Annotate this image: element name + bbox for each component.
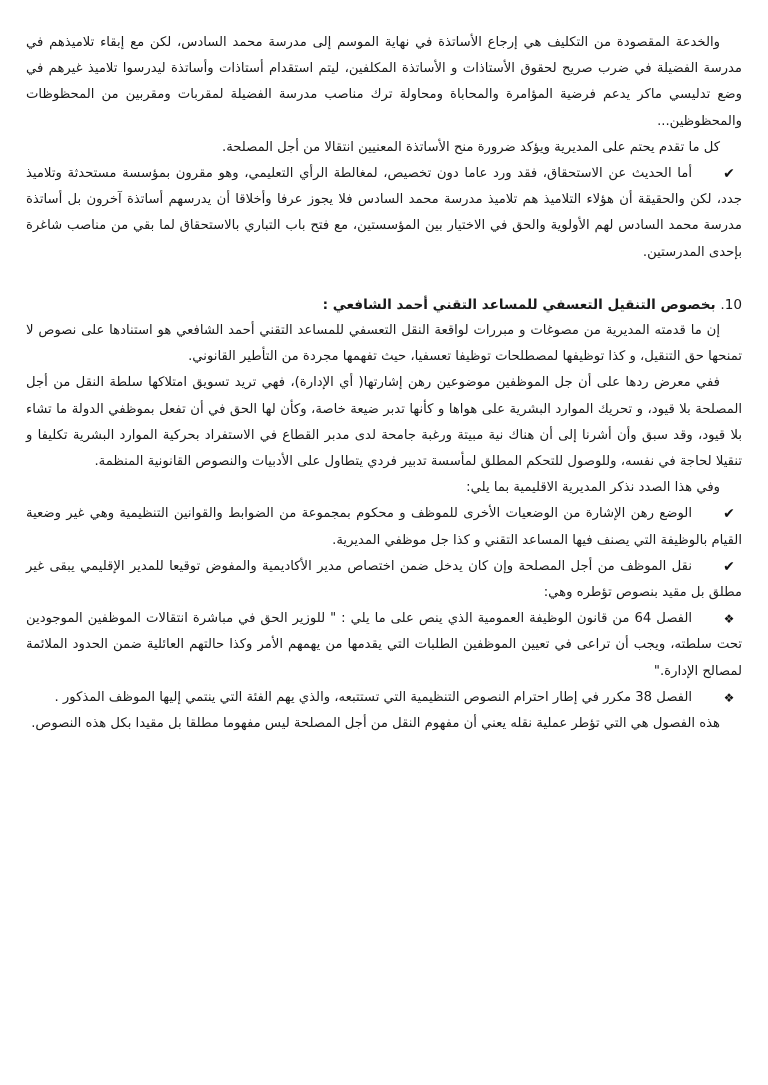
section-number: 10. xyxy=(720,296,742,313)
closing-paragraph: هذه الفصول هي التي تؤطر عملية نقله يعني أن مفهوم النقل من أجل المصلحة ليس مفهوما مطلقا بل مقيدا بكل هذه النصوص. xyxy=(31,716,720,732)
check-bullet-item xyxy=(26,501,742,553)
diamond-bullet-icon: ❖ xyxy=(723,612,735,627)
check-bullet-text: نقل الموظف من أجل المصلحة وإن كان يدخل ضمن اختصاص مدير الأكاديمية والمفوض توقيعا للمدير الإقليمي يبقى غير مطلق بل مقيد بنصوص تؤطره وهي: xyxy=(26,558,742,601)
conclusion-paragraph: كل ما تقدم يحتم على المديرية ويؤكد ضرورة منح الأساتذة المعنيين انتقالا من أجل المصلحة. xyxy=(222,139,720,155)
check-bullet-text: الوضع رهن الإشارة من الوضعيات الأخرى للموظف و محكوم بمجموعة من الضوابط والقوانين التنظيمية وهي غير وضعية القيام بالوظيفة التي يصنف فيها المساعد التقني و كذا جل موظفي المديرية. xyxy=(26,506,742,548)
checkmark-icon: ✔ xyxy=(723,166,735,183)
section-spacer xyxy=(26,266,742,292)
section-10-paragraph-3: وفي هذا الصدد نذكر المديرية الاقليمية بما يلي: xyxy=(466,480,720,496)
checkmark-icon: ✔ xyxy=(723,506,735,523)
entitlement-bullet-item xyxy=(26,161,742,266)
section-title: بخصوص التنقيل التعسفي للمساعد التقني أحمد الشافعي : xyxy=(322,296,721,313)
diamond-bullet-item xyxy=(26,606,742,685)
checkmark-icon: ✔ xyxy=(723,558,735,575)
document-page xyxy=(26,30,742,737)
diamond-bullet-item xyxy=(26,685,742,711)
entitlement-bullet-text: أما الحديث عن الاستحقاق، فقد ورد عاما دون تخصيص، لمغالطة الرأي التعليمي، وهو مقرون بمؤسسة مستحدثة وتلاميذ جدد، لكن والحقيقة أن هؤلاء التلاميذ هم تلاميذ مدرسة محمد السادس فلا يجوز عرفا وأخلاقا أن يدرسهم أساتذة آخرون بل أساتذة مدرسة محمد السادس لهم الأولوية والحق في الاختيار بين المؤسستين، مع فتح باب التباري بالاستحقاق لما بقي من مناصب شاغرة بإحدى المدرستين. xyxy=(26,166,742,260)
diamond-bullet-icon: ❖ xyxy=(723,690,735,705)
check-bullet-item xyxy=(26,554,742,606)
diamond-bullet-text: الفصل 38 مكرر في إطار احترام النصوص التنظيمية التي تستتبعه، والذي يهم الفئة التي ينتمي إليها الموظف المذكور . xyxy=(54,689,692,705)
section-10-paragraph-1: إن ما قدمته المديرية من مصوغات و مبررات لواقعة النقل التعسفي للمساعد التقني أحمد الشافعي هو استنادها على نصوص لا تمنحها حق التنقيل، و كذا توظيفها لمصطلحات توظيفا تعسفيا، حيث تفهمها مجردة من التأطير القانوني. xyxy=(26,323,742,365)
intro-paragraph: والخدعة المقصودة من التكليف هي إرجاع الأساتذة في نهاية الموسم إلى مدرسة محمد السادس، لكن مع إبقاء تلاميذهم في مدرسة الفضيلة في ضرب صريح لحقوق الأستاذات و الأساتذة المكلفين، ليتم استقدام أستاذات وأساتذة ليدرسوا تلاميذ غيرهم في وضع تدليسي ماكر يدعم فرضية المؤامرة والمحاباة ومحاولة ترك مناصب مدرسة الفضيلة لمقربات ومقربين من المحظوظات والمحظوظين... xyxy=(26,35,742,129)
diamond-bullet-text: الفصل 64 من قانون الوظيفة العمومية الذي ينص على ما يلي : " للوزير الحق في مباشرة انتقالات الموظفين الموجودين تحت سلطته، ويجب أن تراعى في تعيين الموظفين الطلبات التي يقدمها من يهمهم الأمر وكذا حالتهم العائلية ضمن الحدود الملائمة لمصالح الإدارة." xyxy=(26,611,742,679)
section-10-paragraph-2: ففي معرض ردها على أن جل الموظفين موضوعين رهن إشارتها( أي الإدارة)، فهي تريد تسويق امتلاكها سلطة النقل من أجل المصلحة بلا قيود، و تحريك الموارد البشرية على هواها و كأنها تدبر ضيعة خاصة، وكأن لها الحق في أن تفعل بموظفي الدولة ما تشاء بلا قيود، وقد سبق وأن أشرنا إلى أن هناك نية مبيتة ورغبة جامحة لدى مدبر القطاع في الاستفراد بحركية الموارد البشرية تكليفا و تنقيلا لحاجة في نفسه، وللوصول للتحكم المطلق لمأسسة تدبير فردي يتطاول على الأدبيات والنصوص القانونية المنظمة. xyxy=(26,375,742,470)
section-10-heading xyxy=(26,292,742,318)
